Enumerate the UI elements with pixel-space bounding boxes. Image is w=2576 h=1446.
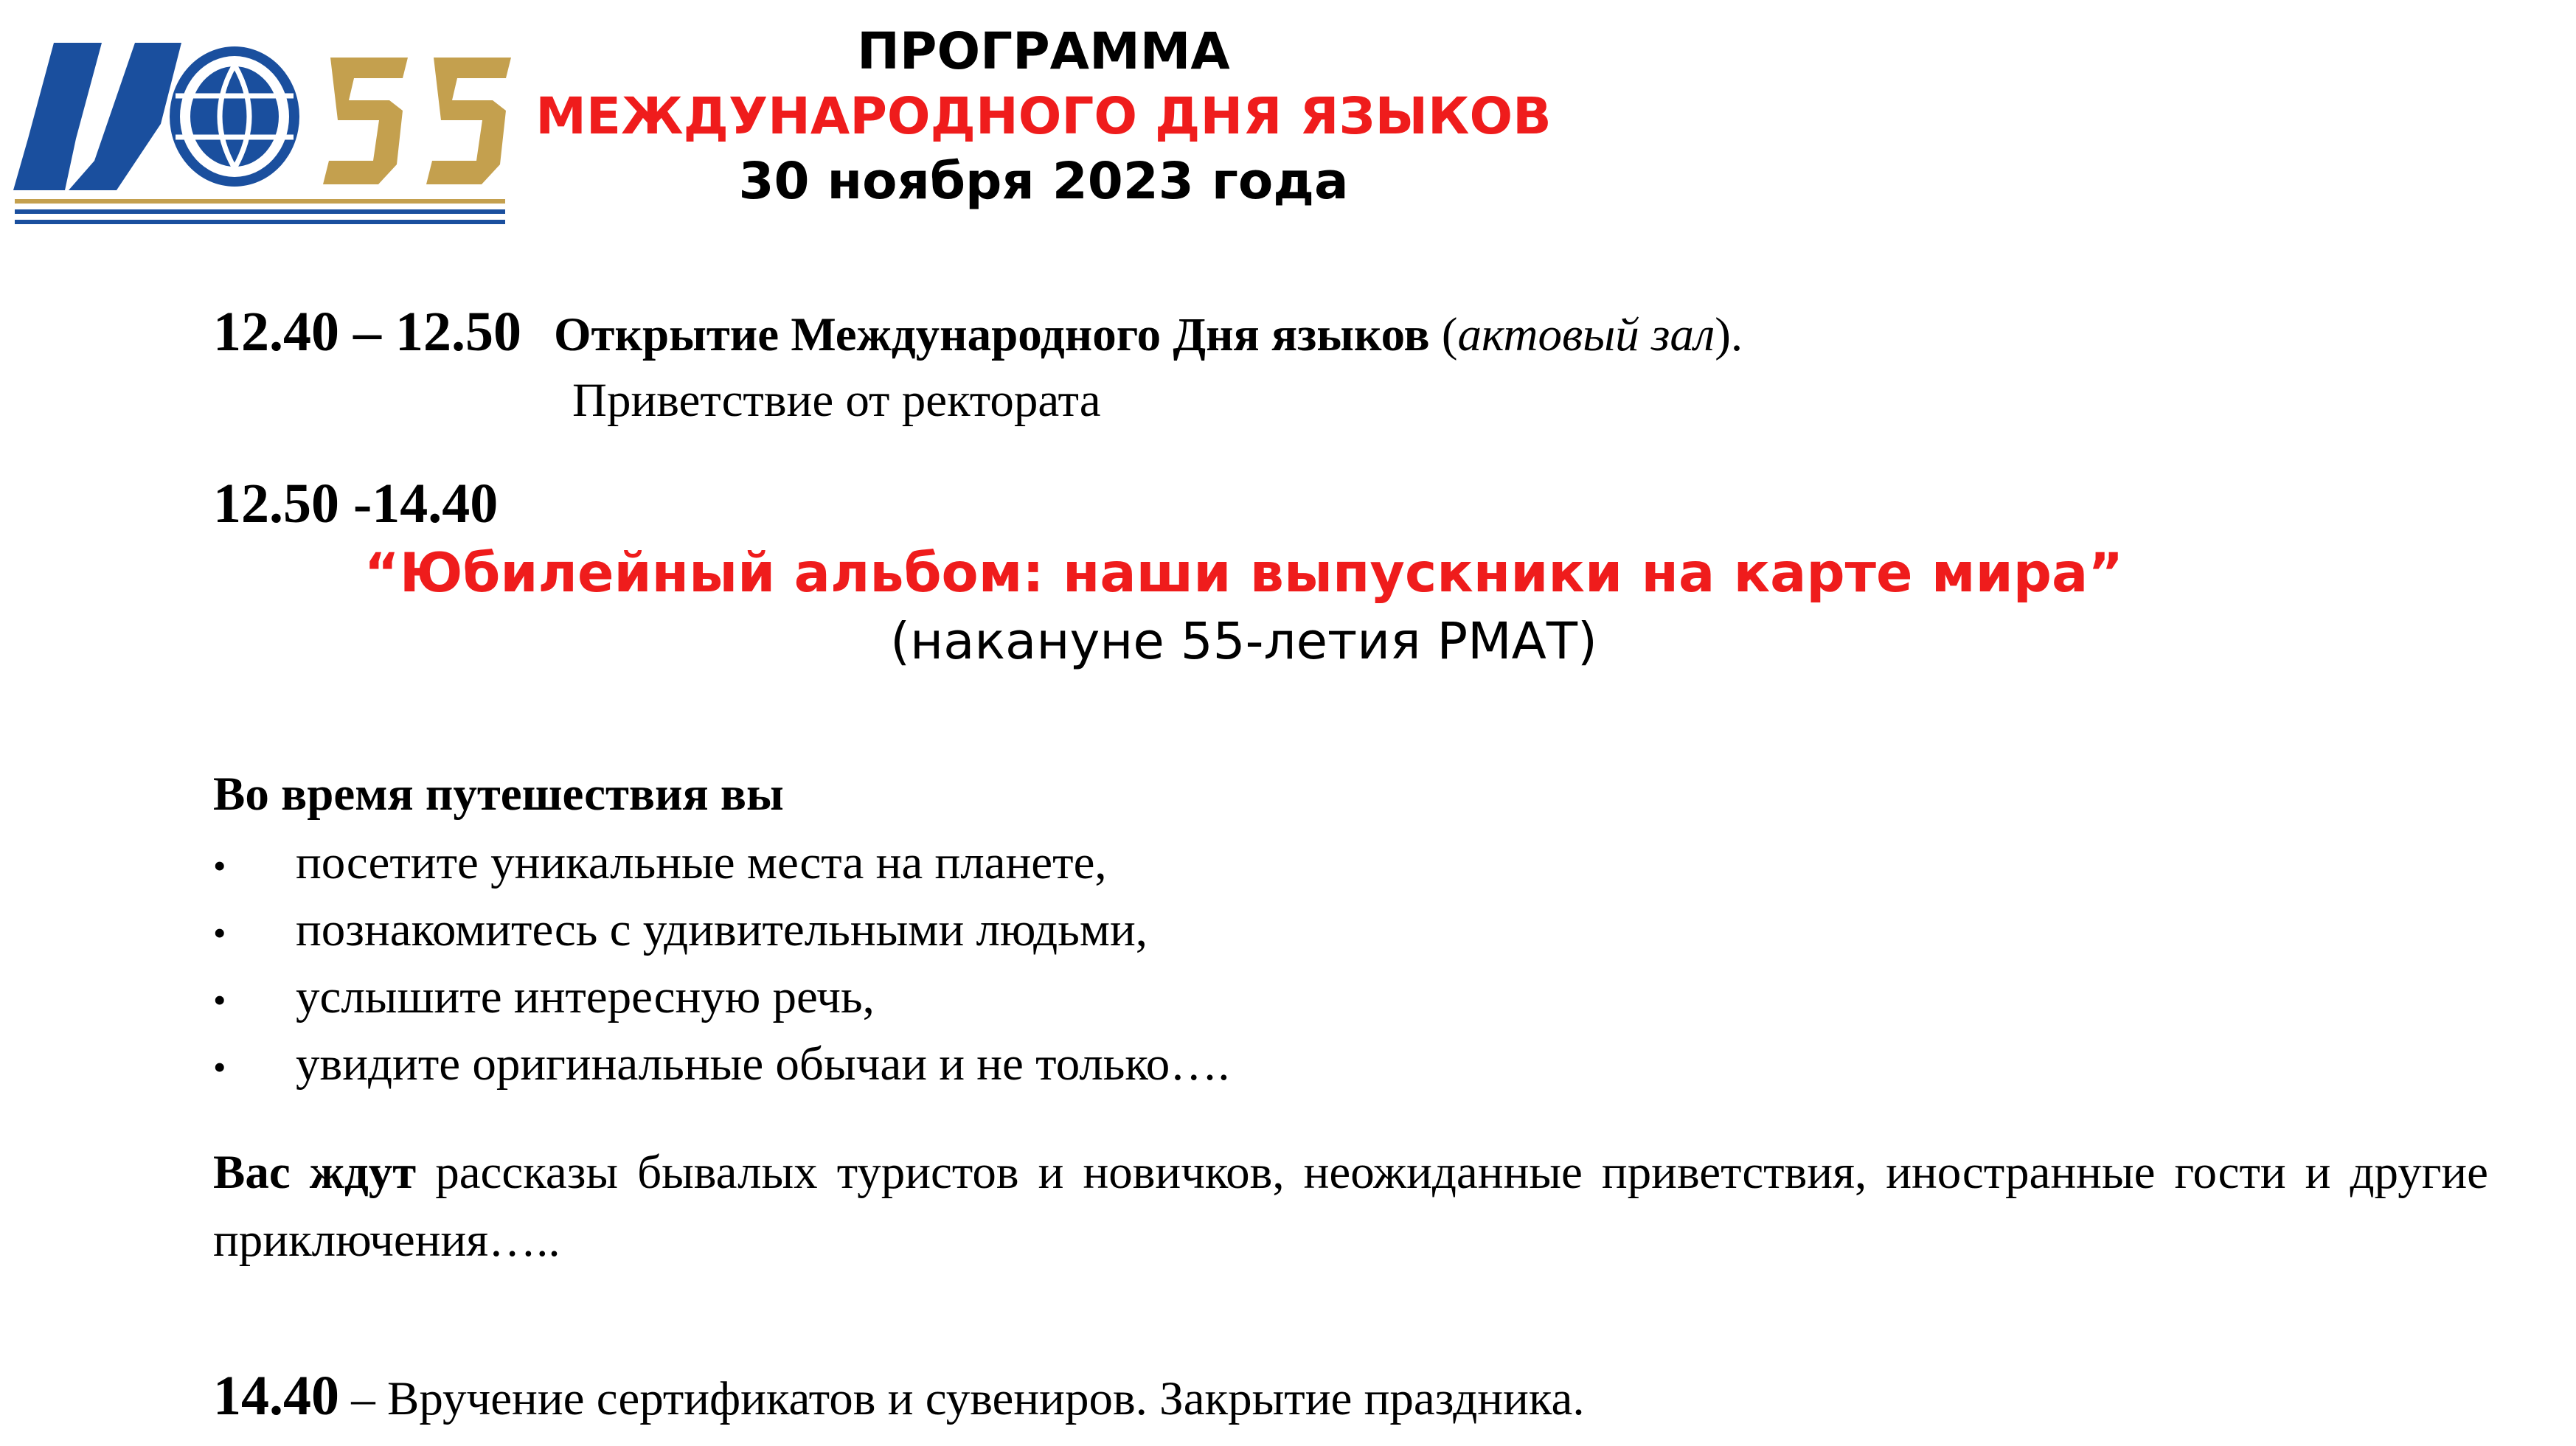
opening-subtitle: Приветствие от ректората: [572, 374, 1101, 427]
await-text: рассказы бывалых туристов и новичков, неожиданные приветствия, иностранные гости и другие приключения…..: [213, 1146, 2488, 1267]
album-time: 12.50 -14.40: [213, 473, 499, 535]
bullet-icon: •: [213, 1046, 226, 1088]
list-item: [213, 970, 875, 1025]
list-item: [213, 903, 1148, 958]
album-subtitle: (накануне 55-летия РМАТ): [890, 612, 1597, 671]
opening-title: Открытие Международного Дня языков: [554, 308, 1430, 361]
list-item-text: познакомитесь с удивительными людьми,: [296, 903, 1148, 956]
closing-line: [213, 1364, 1585, 1428]
list-item: [213, 1037, 1230, 1092]
closing-text: – Вручение сертификатов и сувениров. Закрытие праздника.: [339, 1372, 1585, 1425]
opening-line: [213, 299, 1743, 380]
opening-time: 12.40 – 12.50: [213, 301, 521, 363]
closing-time: 14.40: [213, 1365, 339, 1427]
header-event-name: МЕЖДУНАРОДНОГО ДНЯ ЯЗЫКОВ: [535, 87, 1552, 146]
list-item-text: увидите оригинальные обычаи и не только….: [296, 1037, 1230, 1091]
list-item: [213, 835, 1107, 891]
bullet-icon: •: [213, 845, 226, 886]
await-paragraph: [213, 1139, 2488, 1274]
header-date: 30 ноября 2023 года: [738, 152, 1349, 211]
list-item-text: услышите интересную речь,: [296, 970, 875, 1023]
bullet-icon: •: [213, 912, 226, 953]
opening-paren-close: ).: [1715, 308, 1743, 361]
opening-paren-open: (: [1429, 308, 1458, 361]
opening-location: актовый зал: [1457, 308, 1715, 361]
header-title: ПРОГРАММА: [857, 22, 1230, 81]
list-item-text: посетите уникальные места на планете,: [296, 836, 1107, 889]
bullet-icon: •: [213, 979, 226, 1021]
await-lead: Вас ждут: [213, 1146, 417, 1199]
journey-heading: Во время путешествия вы: [213, 768, 784, 821]
album-title: “Юбилейный альбом: наши выпускники на карте мира”: [364, 542, 2124, 605]
